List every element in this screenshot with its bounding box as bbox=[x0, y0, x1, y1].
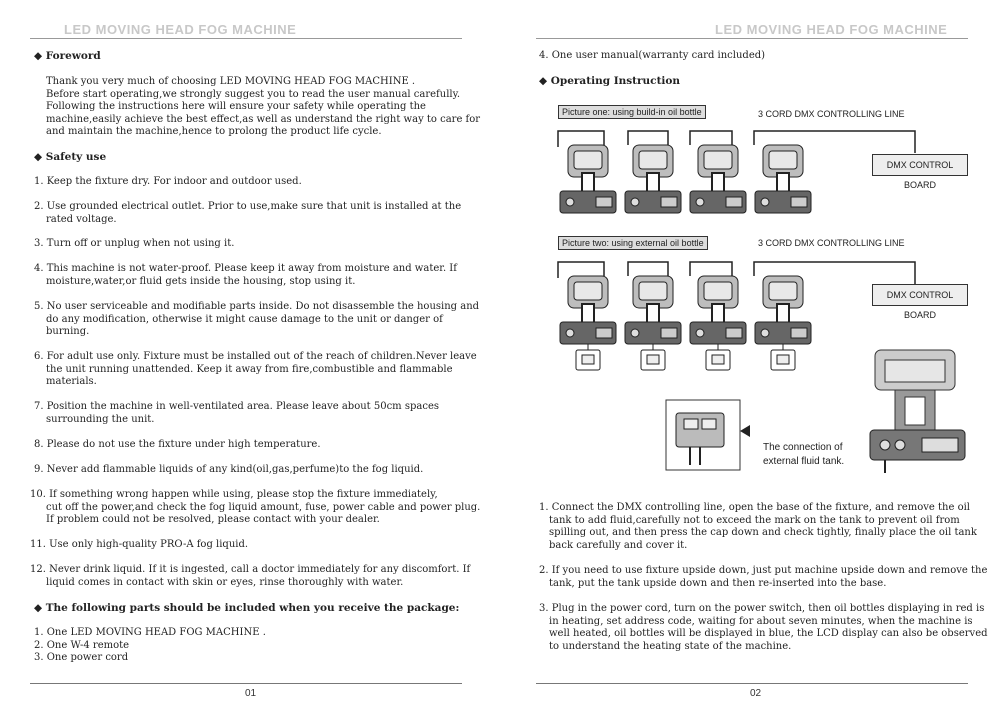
foreword-line: Following the instructions here will ensure your safety while operating the bbox=[46, 101, 426, 112]
safety-item-line: 9. Never add flammable liquids of any kind(oil,gas,perfume)to the fog liquid. bbox=[34, 464, 424, 475]
safety-item-line: 3. Turn off or unplug when not using it. bbox=[34, 238, 235, 249]
safety-item-line: 2. Use grounded electrical outlet. Prior to use,make sure that unit is installed at the bbox=[34, 201, 462, 212]
footer-divider bbox=[30, 683, 462, 684]
safety-item-line: burning. bbox=[46, 326, 90, 337]
safety-item-line: moisture,water,or fluid gets inside the housing, stop using it. bbox=[46, 275, 356, 287]
header-divider bbox=[536, 38, 968, 39]
instruction-line: tank to add fluid,carefully not to exceed the mark on the tank to prevent oil from bbox=[549, 514, 960, 526]
dmx-line-label-2: 3 CORD DMX CONTROLLING LINE bbox=[758, 238, 905, 248]
package-item-4: 4. One user manual(warranty card included) bbox=[539, 50, 766, 61]
instruction-line: spilling out, and then press the cap down and check tightly, finally place the oil tank bbox=[549, 527, 977, 538]
moving-head-fixture-icon bbox=[755, 145, 811, 213]
safety-item-line: do any modification, otherwise it might cause damage to the unit or danger of bbox=[46, 313, 443, 325]
picture-two-label: Picture two: using external oil bottle bbox=[558, 236, 708, 250]
moving-head-fixture-icon bbox=[690, 276, 746, 344]
page-header-title: LED MOVING HEAD FOG MACHINE bbox=[64, 22, 297, 37]
right-page bbox=[500, 0, 1000, 715]
package-item: 2. One W-4 remote bbox=[34, 639, 130, 651]
moving-head-fixture-icon bbox=[755, 276, 811, 344]
dmx-control-board: DMX CONTROL BOARD bbox=[872, 154, 968, 176]
safety-item-line: surrounding the unit. bbox=[46, 413, 155, 425]
safety-item-line: 1. Keep the fixture dry. For indoor and outdoor used. bbox=[34, 176, 302, 187]
operating-heading: ◆ Operating Instruction bbox=[539, 75, 681, 87]
safety-item-line: 12. Never drink liquid. If it is ingested, call a doctor immediately for any discomfort. If bbox=[30, 564, 471, 575]
safety-heading: ◆ Safety use bbox=[34, 151, 107, 163]
safety-item-line: 7. Position the machine in well-ventilated area. Please leave about 50cm spaces bbox=[34, 401, 439, 412]
package-item: 3. One power cord bbox=[34, 652, 129, 663]
instruction-line: in heating, set address code, waiting for about seven minutes, when the machine is bbox=[549, 615, 973, 627]
safety-item-line: 11. Use only high-quality PRO-A fog liquid. bbox=[30, 539, 249, 550]
safety-item-line: 4. This machine is not water-proof. Please keep it away from moisture and water. If bbox=[34, 263, 457, 274]
page-number: 01 bbox=[245, 688, 257, 699]
instruction-line: to understand the heating state of the machine. bbox=[549, 640, 792, 652]
safety-item-line: cut off the power,and check the fog liquid amount, fuse, power cable and power plug. bbox=[46, 501, 481, 513]
safety-item-line: the unit running unattended. Keep it away from fire,combustible and flammable bbox=[46, 363, 453, 375]
safety-item-line: materials. bbox=[46, 376, 97, 387]
instruction-line: tank, put the tank upside down and then re-inserted into the base. bbox=[549, 577, 887, 589]
picture-one-label: Picture one: using build-in oil bottle bbox=[558, 105, 706, 119]
instruction-line: well heated, oil bottles will be displayed in blue, the LCD display can also be observed bbox=[549, 628, 988, 639]
instruction-line: 3. Plug in the power cord, turn on the power switch, then oil bottles displaying in red is bbox=[539, 603, 985, 614]
package-item: 1. One LED MOVING HEAD FOG MACHINE . bbox=[34, 627, 266, 638]
moving-head-fixture-icon bbox=[625, 276, 681, 344]
page-header-title: LED MOVING HEAD FOG MACHINE bbox=[715, 22, 948, 37]
instruction-line: 1. Connect the DMX controlling line, open the base of the fixture, and remove the oil bbox=[539, 502, 970, 513]
instruction-line: back carefully and cover it. bbox=[549, 539, 688, 551]
safety-item-line: 6. For adult use only. Fixture must be installed out of the reach of children.Never leave bbox=[34, 351, 477, 362]
page-number: 02 bbox=[750, 688, 762, 699]
foreword-line: and maintain the machine,hence to prolong the product life cycle. bbox=[46, 126, 382, 137]
moving-head-fixture-icon bbox=[560, 145, 616, 213]
package-heading: ◆ The following parts should be included when you receive the package: bbox=[34, 602, 460, 614]
safety-item-line: If problem could not be resolved, please contact with your dealer. bbox=[46, 514, 380, 525]
moving-head-fixture-icon bbox=[625, 145, 681, 213]
header-divider bbox=[30, 38, 462, 39]
moving-head-fixture-icon bbox=[690, 145, 746, 213]
dmx-line-label: 3 CORD DMX CONTROLLING LINE bbox=[758, 109, 905, 119]
footer-divider bbox=[536, 683, 968, 684]
safety-item-line: 10. If something wrong happen while using, please stop the fixture immediately, bbox=[30, 489, 438, 500]
moving-head-fixture-icon bbox=[560, 276, 616, 344]
safety-item-line: rated voltage. bbox=[46, 213, 117, 225]
instruction-line: 2. If you need to use fixture upside down, just put machine upside down and remove the bbox=[539, 565, 988, 576]
connection-caption: The connection of external fluid tank. bbox=[763, 442, 845, 467]
foreword-line: machine,easily achieve the best effect,as well as understand the right way to care for bbox=[46, 113, 481, 125]
safety-item-line: 5. No user serviceable and modifiable parts inside. Do not disassemble the housing and bbox=[34, 301, 480, 312]
safety-item-line: liquid comes in contact with skin or eyes, rinse thoroughly with water. bbox=[46, 576, 404, 588]
foreword-line: Before start operating,we strongly suggest you to read the user manual carefully. bbox=[46, 88, 461, 100]
foreword-line: Thank you very much of choosing LED MOVING HEAD FOG MACHINE . bbox=[46, 76, 416, 87]
dmx-chain-diagram-one bbox=[540, 115, 980, 215]
dmx-control-board-2: DMX CONTROL BOARD bbox=[872, 284, 968, 306]
safety-item-line: 8. Please do not use the fixture under high temperature. bbox=[34, 439, 321, 450]
foreword-heading: ◆ Foreword bbox=[34, 50, 101, 62]
